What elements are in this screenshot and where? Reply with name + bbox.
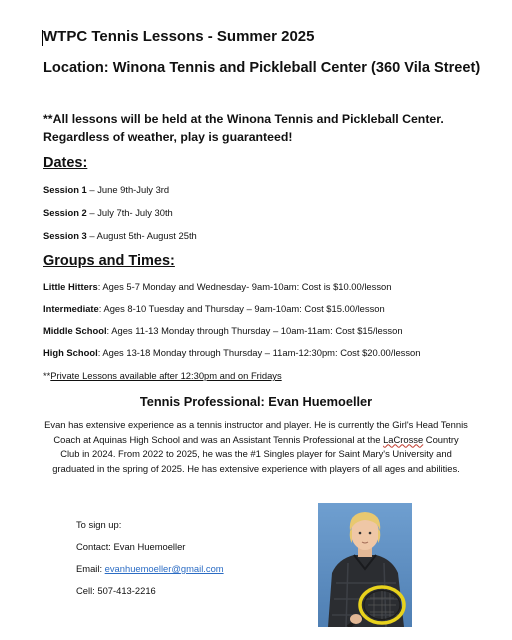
groups-heading: Groups and Times:	[43, 253, 175, 269]
location-heading: Location: Winona Tennis and Pickleball Center (360 Vila Street)	[43, 60, 481, 76]
bio-part-2: Country Club in 2024. From 2022 to 2025, he was the #1 Singles player for Saint Mary's University and graduated in the spring of 2025. He has extensive experience with players of all ages and abilities.	[52, 433, 460, 474]
session-1-range: – June 9th-July 3rd	[86, 184, 170, 195]
signup-heading: To sign up:	[76, 519, 122, 530]
bio-part-1: Evan has extensive experience as a tennis instructor and player. He is currently the Girl's Head Tennis Coach at Aquinas High School and was an Assistant Tennis Professional at the	[44, 419, 468, 445]
professional-heading: Tennis Professional: Evan Huemoeller	[139, 394, 373, 409]
group-label: Intermediate	[43, 303, 99, 314]
email-link[interactable]: evanhuemoeller@gmail.com	[104, 563, 224, 574]
group-detail: : Ages 5-7 Monday and Wednesday- 9am-10am: Cost is $10.00/lesson	[97, 281, 392, 292]
group-label: Little Hitters	[43, 281, 98, 292]
group-detail: : Ages 13-18 Monday through Thursday – 11am-12:30pm: Cost $20.00/lesson	[97, 347, 421, 358]
coach-photo	[318, 503, 412, 627]
session-1-label: Session 1	[43, 184, 87, 195]
session-2-range: – July 7th- July 30th	[86, 207, 173, 218]
group-little-hitters	[43, 281, 391, 292]
cell-phone: Cell: 507-413-2216	[76, 585, 156, 596]
group-detail: : Ages 11-13 Monday through Thursday – 10am-11am: Cost $15/lesson	[106, 325, 403, 336]
group-label: High School	[43, 347, 98, 358]
weather-notice: **All lessons will be held at the Winona Tennis and Pickleball Center. Regardless of weather, play is guaranteed!	[43, 112, 444, 144]
session-2-label: Session 2	[43, 207, 87, 218]
group-middle-school	[43, 325, 403, 336]
coach-photo-illustration	[318, 503, 412, 627]
contact-name: Contact: Evan Huemoeller	[76, 541, 186, 552]
private-lessons-note	[43, 370, 282, 381]
group-label: Middle School	[43, 325, 107, 336]
group-detail: : Ages 8-10 Tuesday and Thursday – 9am-10am: Cost $15.00/lesson	[98, 303, 385, 314]
professional-bio	[44, 418, 468, 476]
session-2	[43, 207, 173, 218]
private-prefix: **	[43, 370, 51, 381]
email-label: Email:	[76, 563, 105, 574]
session-3-range: – August 5th- August 25th	[86, 230, 197, 241]
dates-heading: Dates:	[43, 155, 88, 171]
bio-lacrosse-word: LaCrosse	[383, 433, 424, 445]
group-intermediate	[43, 303, 385, 314]
group-high-school	[43, 347, 420, 358]
document-title: WTPC Tennis Lessons - Summer 2025	[43, 28, 315, 45]
session-3-label: Session 3	[43, 230, 87, 241]
session-3	[43, 230, 197, 241]
private-lessons-text: Private Lessons available after 12:30pm and on Fridays	[50, 370, 282, 381]
email-line	[76, 563, 224, 574]
session-1	[43, 184, 169, 195]
